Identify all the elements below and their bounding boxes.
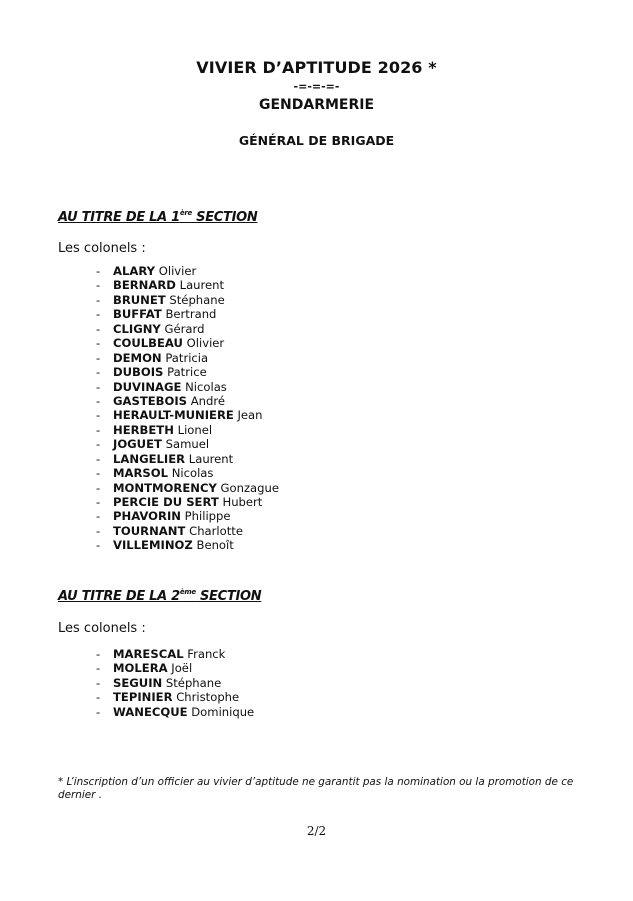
list-item	[96, 264, 279, 278]
last-name: TOURNANT	[113, 523, 186, 538]
section-2-list	[96, 647, 254, 719]
list-item	[96, 705, 254, 719]
list-item	[96, 524, 279, 538]
list-item	[96, 452, 279, 466]
last-name: DEMON	[113, 350, 162, 365]
list-bullet: -	[96, 393, 101, 408]
last-name: MARSOL	[113, 466, 169, 481]
list-bullet: -	[96, 690, 101, 705]
list-bullet: -	[96, 675, 101, 690]
last-name: DUVINAGE	[113, 379, 182, 394]
list-bullet: -	[96, 704, 101, 719]
section-1-heading	[58, 209, 257, 225]
last-name: CLIGNY	[113, 321, 161, 336]
first-name: Joël	[171, 661, 193, 676]
first-name: Nicolas	[185, 379, 227, 394]
list-item	[96, 437, 279, 451]
list-bullet: -	[96, 451, 101, 466]
document-title: VIVIER D’APTITUDE 2026 *	[196, 58, 437, 77]
last-name: ALARY	[113, 264, 156, 278]
list-bullet: -	[96, 509, 101, 524]
list-item	[96, 278, 279, 292]
list-bullet: -	[96, 538, 101, 553]
first-name: Stéphane	[165, 675, 222, 690]
first-name: Olivier	[158, 264, 197, 278]
last-name: DUBOIS	[113, 365, 164, 380]
last-name: COULBEAU	[113, 336, 183, 351]
section-2-heading	[58, 588, 261, 604]
list-bullet: -	[96, 437, 101, 452]
list-bullet: -	[96, 408, 101, 423]
list-bullet: -	[96, 422, 101, 437]
last-name: GASTEBOIS	[113, 393, 188, 408]
list-item	[96, 466, 279, 480]
list-bullet: -	[96, 350, 101, 365]
last-name: TEPINIER	[113, 690, 173, 705]
list-bullet: -	[96, 466, 101, 481]
section-1-heading-prefix: AU TITRE DE LA 1	[58, 210, 180, 225]
list-bullet: -	[96, 336, 101, 351]
last-name: BUFFAT	[113, 307, 162, 322]
list-item	[96, 293, 279, 307]
section-2-heading-sup: ème	[179, 588, 196, 596]
first-name: Benoît	[196, 538, 234, 553]
last-name: MOLERA	[113, 661, 168, 676]
first-name: André	[190, 393, 226, 408]
first-name: Dominique	[191, 704, 255, 719]
first-name: Bertrand	[165, 307, 217, 322]
last-name: PERCIE DU SERT	[113, 495, 219, 509]
list-item	[96, 380, 279, 394]
last-name: LANGELIER	[113, 451, 186, 466]
first-name: Laurent	[188, 451, 234, 466]
last-name: HERAULT-MUNIERE	[113, 408, 234, 423]
list-item	[96, 423, 279, 437]
first-name: Gérard	[164, 321, 205, 336]
section-1-intro: Les colonels :	[58, 241, 146, 256]
list-bullet: -	[96, 523, 101, 538]
first-name: Samuel	[165, 437, 210, 452]
list-item	[96, 538, 279, 552]
section-2-heading-suffix: SECTION	[195, 589, 262, 604]
list-bullet: -	[96, 647, 101, 661]
section-2-heading-prefix: AU TITRE DE LA 2	[58, 589, 180, 604]
list-item	[96, 509, 279, 523]
list-item	[96, 676, 254, 690]
list-bullet: -	[96, 480, 101, 495]
first-name: Stéphane	[169, 292, 225, 307]
list-item	[96, 495, 279, 509]
section-1-heading-sup: ère	[179, 209, 192, 217]
list-item	[96, 647, 254, 661]
list-item	[96, 307, 279, 321]
footnote: * L’inscription d’un officier au vivier d’aptitude ne garantit pas la nomination ou la promotion de ce dernier .	[58, 776, 574, 801]
section-2-intro: Les colonels :	[58, 621, 146, 636]
list-bullet: -	[96, 661, 101, 676]
list-item	[96, 690, 254, 704]
title-separator: -=-=-=-	[293, 80, 340, 93]
organisation-heading: GENDARMERIE	[258, 97, 375, 113]
list-bullet: -	[96, 264, 101, 278]
last-name: MONTMORENCY	[113, 480, 217, 495]
first-name: Philippe	[184, 509, 231, 524]
list-bullet: -	[96, 278, 101, 293]
list-item	[96, 351, 279, 365]
list-item	[96, 394, 279, 408]
last-name: HERBETH	[113, 422, 174, 437]
last-name: JOGUET	[113, 437, 162, 452]
first-name: Nicolas	[171, 466, 214, 481]
list-bullet: -	[96, 365, 101, 380]
last-name: PHAVORIN	[113, 509, 181, 524]
list-bullet: -	[96, 292, 101, 307]
first-name: Charlotte	[189, 523, 243, 538]
first-name: Laurent	[179, 278, 225, 293]
list-bullet: -	[96, 379, 101, 394]
last-name: VILLEMINOZ	[113, 538, 193, 553]
section-1-list	[96, 264, 279, 553]
first-name: Olivier	[186, 336, 225, 351]
list-bullet: -	[96, 307, 101, 322]
last-name: WANECQUE	[113, 704, 188, 719]
list-bullet: -	[96, 321, 101, 336]
list-item	[96, 322, 279, 336]
list-item	[96, 661, 254, 675]
first-name: Patricia	[165, 350, 209, 365]
grade-heading: GÉNÉRAL DE BRIGADE	[238, 133, 395, 148]
list-item	[96, 481, 279, 495]
last-name: BERNARD	[113, 278, 176, 293]
first-name: Gonzague	[220, 480, 280, 495]
page-number: 2/2	[306, 824, 327, 838]
list-item	[96, 365, 279, 379]
list-item	[96, 408, 279, 422]
section-1-heading-suffix: SECTION	[191, 210, 258, 225]
list-bullet: -	[96, 495, 101, 509]
first-name: Lionel	[177, 422, 213, 437]
first-name: Franck	[187, 647, 226, 661]
first-name: Christophe	[176, 690, 240, 705]
first-name: Jean	[237, 408, 263, 423]
list-item	[96, 336, 279, 350]
first-name: Patrice	[167, 365, 207, 380]
first-name: Hubert	[222, 495, 263, 509]
last-name: MARESCAL	[113, 647, 184, 661]
last-name: SEGUIN	[113, 675, 163, 690]
last-name: BRUNET	[113, 292, 166, 307]
